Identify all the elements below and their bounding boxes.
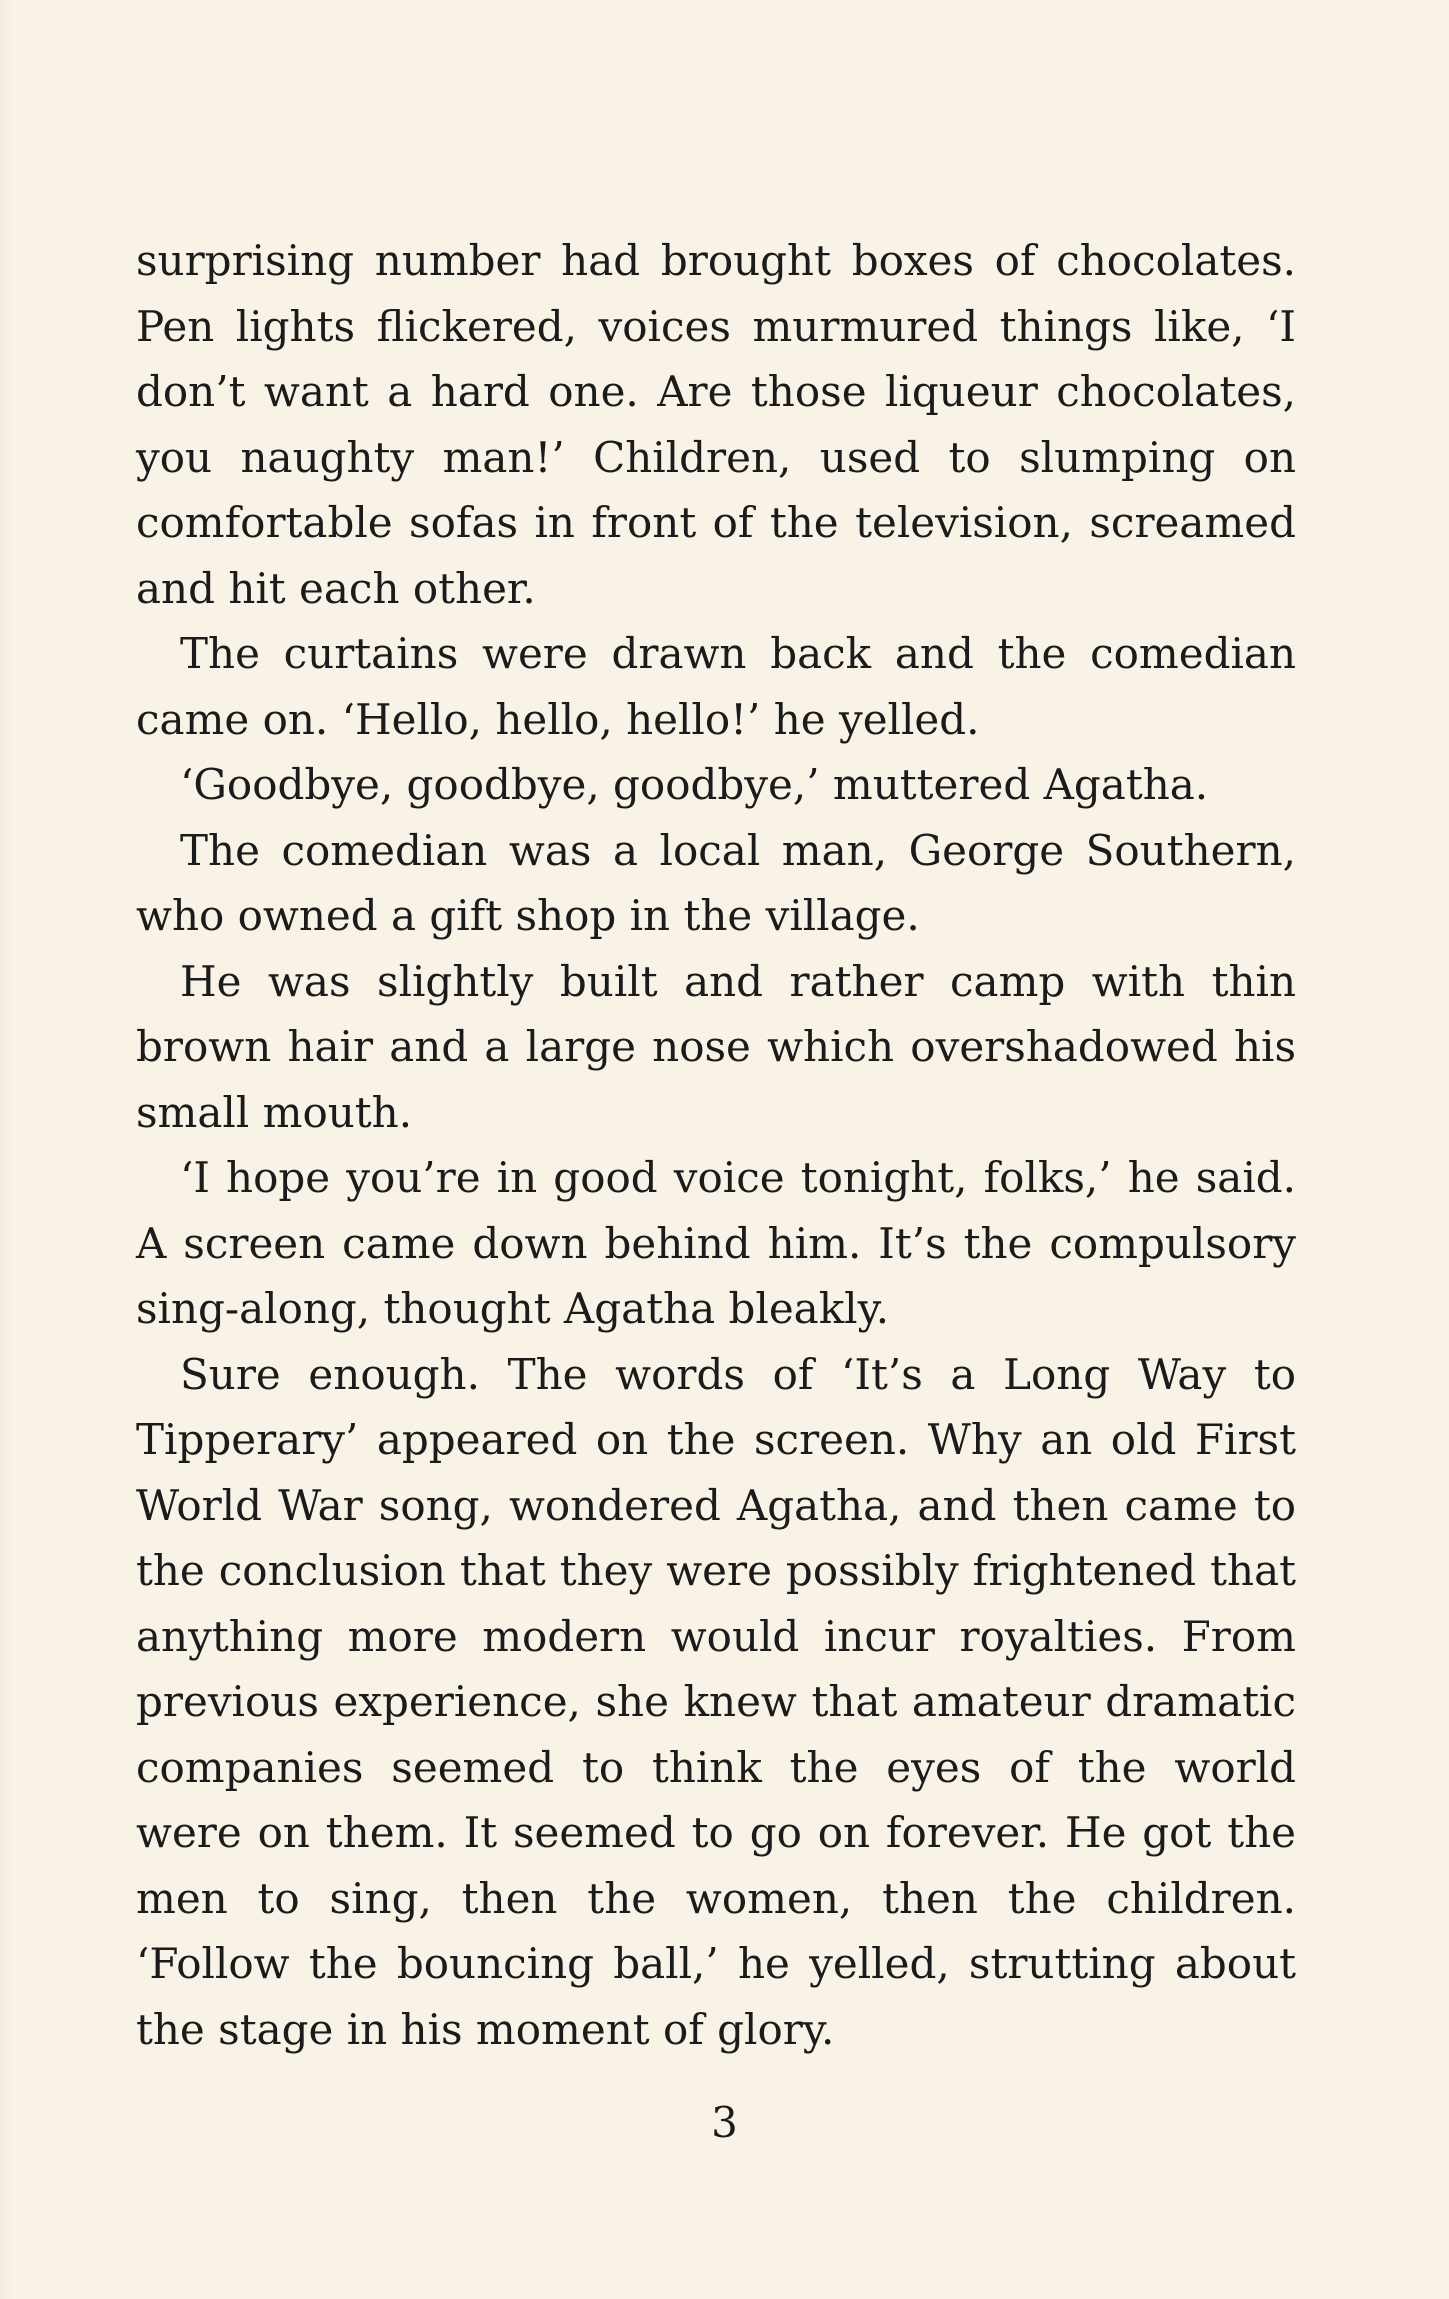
paragraph: The curtains were drawn back and the comedian came on. ‘Hello, hello, hello!’ he yelled. [136,629,1296,744]
paragraph: ‘I hope you’re in good voice tonight, folks,’ he said. A screen came down behind him. It’s the compulsory sing-along, thought Agatha bleakly. [136,1153,1296,1333]
paragraph: ‘Goodbye, goodbye, goodbye,’ muttered Agatha. [180,760,1209,809]
paragraph: The comedian was a local man, George Southern, who owned a gift shop in the village. [136,825,1296,940]
body-text [136,228,1296,2062]
page-number: 3 [711,2098,738,2147]
paragraph: surprising number had brought boxes of chocolates. Pen lights flickered, voices murmured things like, ‘I don’t want a hard one. Are those liqueur chocolates, you naughty man!’ Children, used to slumping on comfortable sofas in front of the television, screamed and hit each other. [136,236,1296,613]
paragraph: Sure enough. The words of ‘It’s a Long Way to Tipperary’ appeared on the screen. Why an old First World War song, wondered Agatha, and then came to the conclusion that they were possibly frightened that anything more modern would incur royalties. From previous experience, she knew that amateur dramatic companies seemed to think the eyes of the world were on them. It seemed to go on forever. He got the men to sing, then the women, then the children. ‘Follow the bouncing ball,’ he yelled, strutting about the stage in his moment of glory. [136,1349,1296,2054]
paragraph: He was slightly built and rather camp with thin brown hair and a large nose which overshadowed his small mouth. [136,956,1296,1137]
